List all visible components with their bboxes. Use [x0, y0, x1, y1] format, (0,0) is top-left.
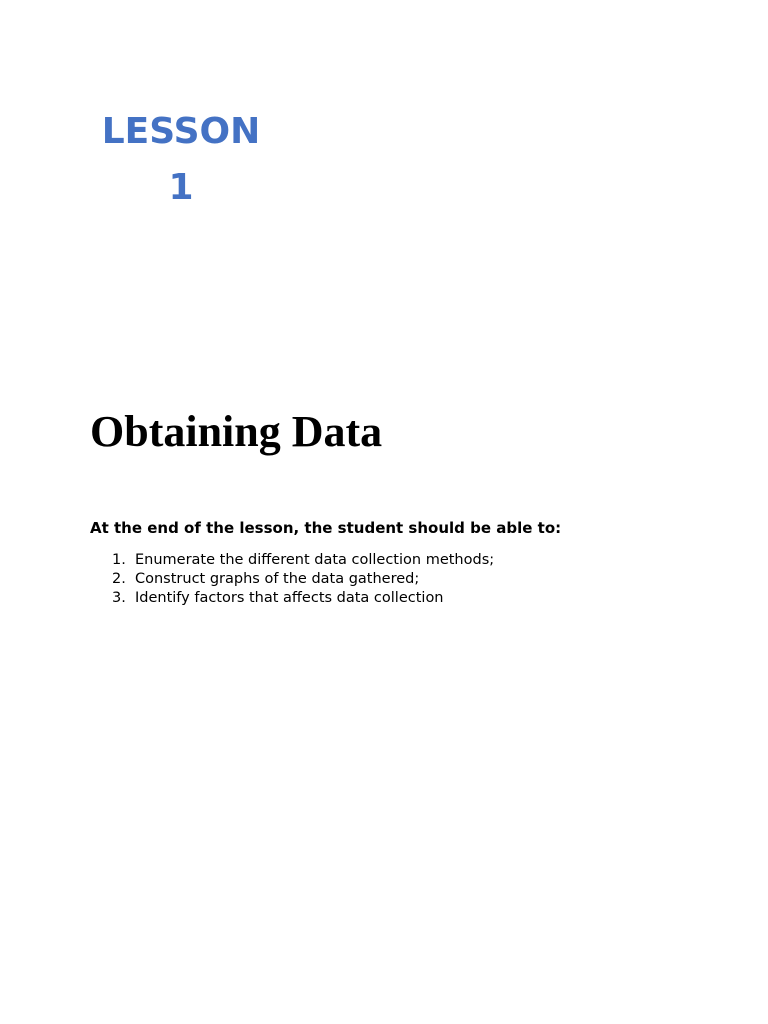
objectives-list — [112, 551, 494, 608]
objective-number: 3. — [112, 590, 126, 606]
objective-item — [112, 589, 494, 608]
objective-text: Construct graphs of the data gathered; — [135, 571, 420, 587]
objective-number: 1. — [112, 552, 126, 568]
objectives-intro: At the end of the lesson, the student should be able to: — [90, 519, 562, 537]
objective-item — [112, 570, 494, 589]
objective-text: Identify factors that affects data collection — [135, 590, 444, 606]
lesson-heading — [100, 104, 262, 216]
objective-text: Enumerate the different data collection methods; — [135, 552, 495, 568]
objective-number: 2. — [112, 571, 126, 587]
lesson-title: Obtaining Data — [90, 407, 383, 456]
objective-item — [112, 551, 494, 570]
lesson-number: 1 — [168, 167, 194, 208]
lesson-label: LESSON — [101, 111, 261, 152]
